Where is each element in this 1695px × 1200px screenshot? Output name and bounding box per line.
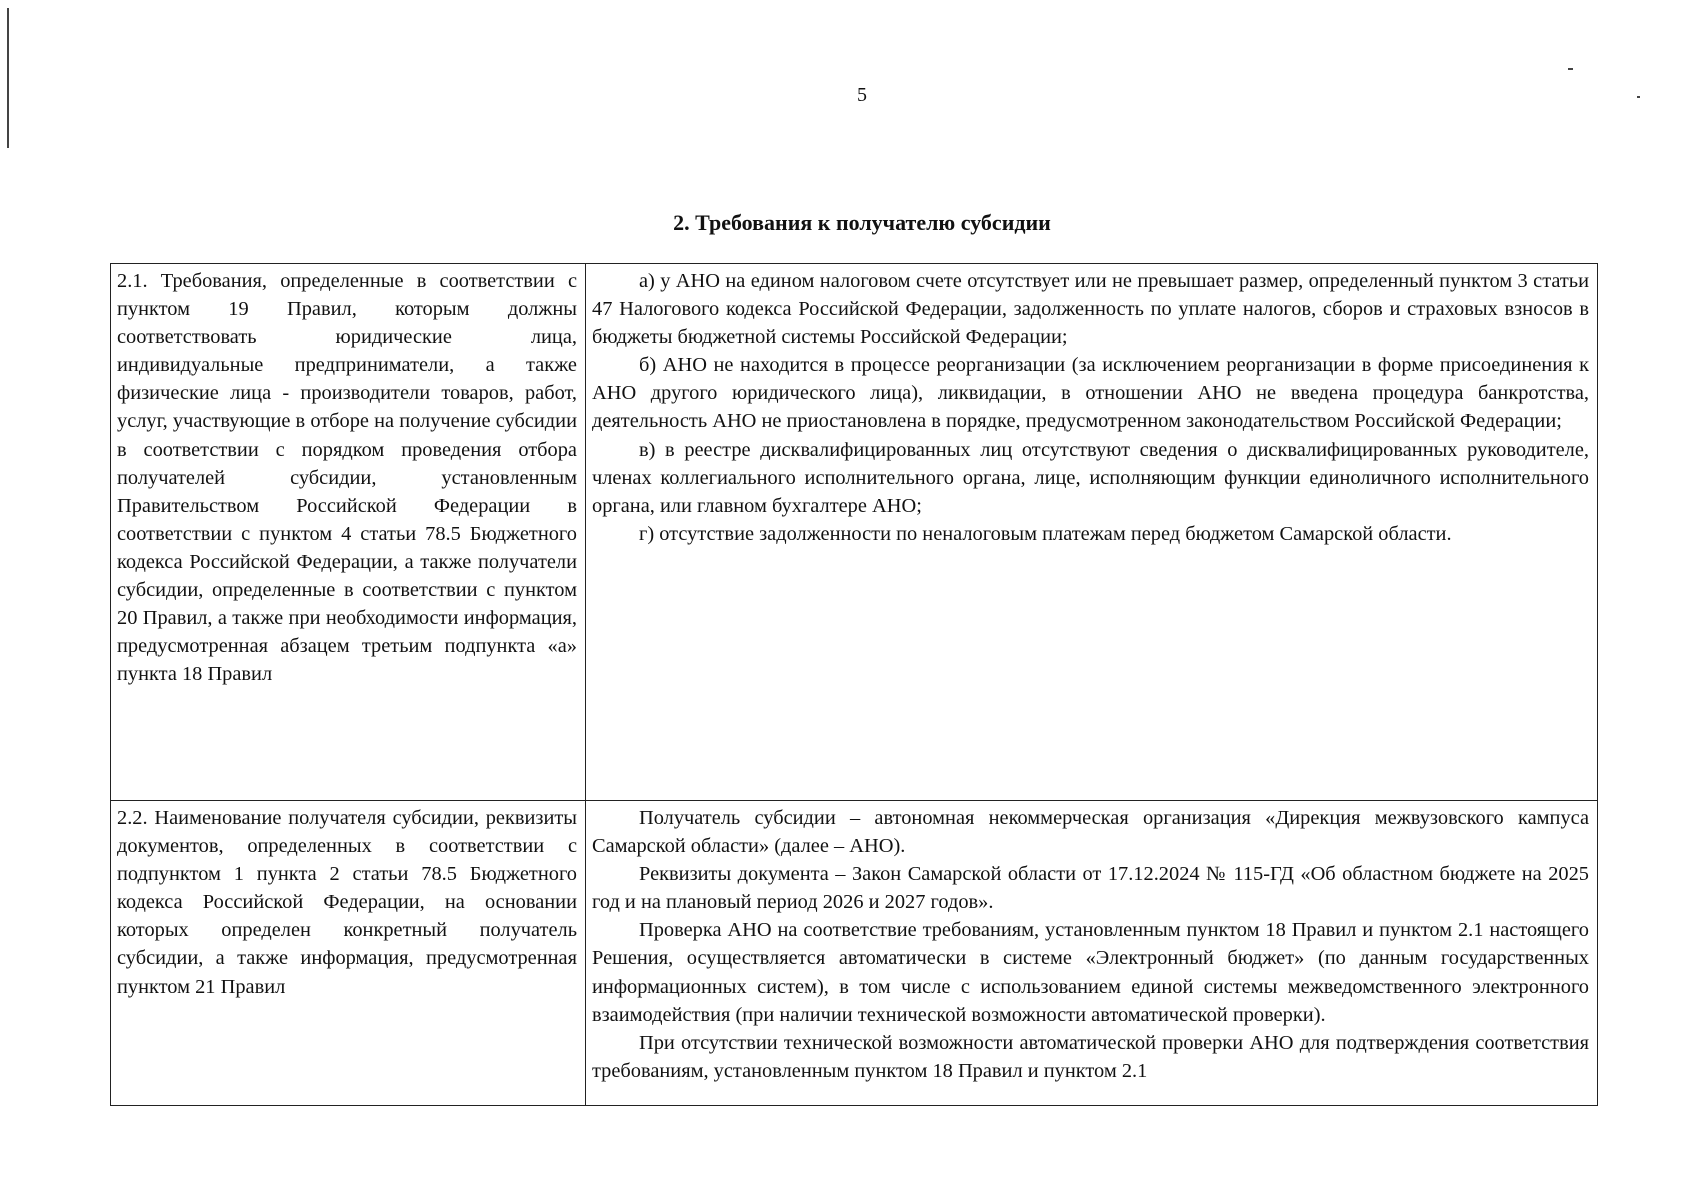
section-heading: 2. Требования к получателю субсидии <box>673 210 1051 235</box>
requirement-item-b: б) АНО не находится в процессе реорганизации (за исключением реорганизации в форме присоединения к АНО другого юридического лица), ликвидации, в отношении АНО не введена процедура банкротства, деятельность АНО не приостановлена в порядке, предусмотренном законодательством Российской Федерации; <box>592 354 1589 433</box>
requirement-item-a: а) у АНО на едином налоговом счете отсутствует или не превышает размер, определенный пунктом 3 статьи 47 Налогового кодекса Российской Федерации, задолженность по уплате налогов, сборов и страховых взносов в бюджеты бюджетной системы Российской Федерации; <box>592 270 1589 349</box>
recipient-label: 2.2. Наименование получателя субсидии, реквизиты документов, определенных в соответствии с подпунктом 1 пункта 2 статьи 78.5 Бюджетного кодекса Российской Федерации, на основании которых определен конкретный получатель субсидии, а также информация, предусмотренная пунктом 21 Правил <box>117 807 577 998</box>
requirement-content-cell <box>586 264 1598 801</box>
requirement-label: 2.1. Требования, определенные в соответствии с пунктом 19 Правил, которым должны соответствовать юридические лица, индивидуальные предприниматели, а также физические лица - производители товаров, работ, услуг, участвующие в отборе на получение субсидии в соответствии с порядком проведения отбора получателей субсидии, установленным Правительством Российской Федерации в соответствии с пунктом 4 статьи 78.5 Бюджетного кодекса Российской Федерации, а также получатели субсидии, определенные в соответствии с пунктом 20 Правил, а также при необходимости информация, предусмотренная абзацем третьим подпункта «а» пункта 18 Правил <box>117 270 577 686</box>
requirement-label-cell <box>111 264 586 801</box>
requirements-table <box>110 263 1598 1106</box>
scan-dust-mark <box>1568 68 1573 70</box>
manual-verification-paragraph: При отсутствии технической возможности автоматической проверки АНО для подтверждения соответствия требованиям, установленным пунктом 18 Правил и пунктом 2.1 <box>592 1031 1589 1082</box>
recipient-label-cell <box>111 801 586 1106</box>
page-number: 5 <box>857 84 867 106</box>
recipient-name-paragraph: Получатель субсидии – автономная некоммерческая организация «Дирекция межвузовского кампуса Самарской области» (далее – АНО). <box>592 807 1589 858</box>
requirement-item-g: г) отсутствие задолженности по неналоговым платежам перед бюджетом Самарской области. <box>639 522 1452 545</box>
recipient-content-cell <box>586 801 1598 1106</box>
document-details-paragraph: Реквизиты документа – Закон Самарской области от 17.12.2024 № 115-ГД «Об областном бюджете на 2025 год и на плановый период 2026 и 2027 годов». <box>592 863 1589 914</box>
requirement-item-v: в) в реестре дисквалифицированных лиц отсутствуют сведения о дисквалифицированных руководителе, членах коллегиального исполнительного органа, лице, исполняющим функции единоличного исполнительного органа, или главном бухгалтере АНО; <box>592 438 1589 517</box>
verification-paragraph: Проверка АНО на соответствие требованиям, установленным пунктом 18 Правил и пунктом 2.1 настоящего Решения, осуществляется автоматически в системе «Электронный бюджет» (по данным государственных информационных систем), в том числе с использованием единой системы межведомственного электронного взаимодействия (при наличии технической возможности автоматической проверки). <box>592 919 1589 1026</box>
table-row <box>111 264 1598 801</box>
table-row <box>111 801 1598 1106</box>
scan-edge-mark <box>7 8 9 148</box>
